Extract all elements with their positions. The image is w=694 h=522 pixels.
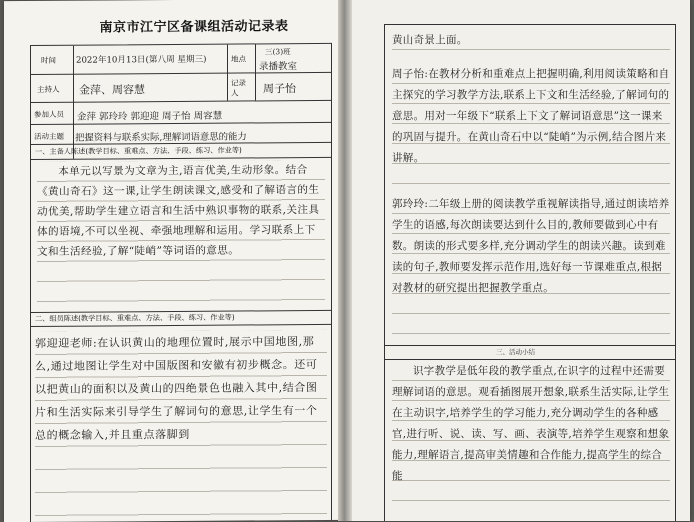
- row-divider: [31, 72, 331, 75]
- form-title: 南京市江宁区备课组活动记录表: [99, 19, 289, 36]
- comment-guo: 郭玲玲:二年级上册的阅读教学重视解读指导,通过朗读培养学生的语感,每次朗读要达到什么目的,教师要做到心中有数。朗读的形式要多样,充分调动学生的朗读兴趣。读到难读的句子,教师要发挥示范作用,选好每一节课难重点,根据对教材的研究提出把握教学重点。: [392, 194, 670, 342]
- row-divider: [385, 359, 675, 360]
- section1-header: 一、主备人陈述(教学目标、重难点、方法、手段、练习、作业等): [35, 145, 242, 156]
- left-page: [4, 0, 344, 522]
- recorder-label: 记录人: [231, 78, 246, 98]
- host-label: 主持人: [37, 84, 60, 94]
- book-spine: [338, 0, 352, 521]
- section2-text: 郭迎迎老师:在认识黄山的地理位置时,展示中国地图,那么,通过地图让学生对中国版图和安徽有初步概念。还可以把黄山的面积以及黄山的四绝景色也融入其中,结合图片和生活实际来引导学生了解词句的意思,让学生有一个总的概念输入,并且重点落脚到: [35, 330, 327, 522]
- col-divider: [227, 45, 228, 101]
- continuation-text: 黄山奇景上面。: [392, 30, 670, 50]
- comment-zhou: 周子怡:在教材分析和重难点上把握明确,利用阅读策略和自主探究的学习教学方法,联系上下文和生活经验,了解词句的意思。用对一年级下“联系上下文了解词语意思”这一课来的巩固与提升。在黄山奇石中以“陡峭”为示例,结合图片来讲解。: [392, 64, 670, 190]
- location-label: 地点: [231, 54, 246, 64]
- time-value: 2022年10月13日(第八周 星期三): [76, 54, 207, 66]
- row-divider: [31, 100, 331, 103]
- section1-text: 本单元以写景为文章为主,语言优美,生动形象。结合《黄山奇石》这一课,让学生朗读课文,感受和了解语言的生动优美,帮助学生建立语言和生活中熟识事物的联系,关注具体的语境,不可以坐视、牵强地理解和运用。学习联系上下文和生活经验,了解“陡峭”等词语的意思。: [37, 160, 325, 310]
- row-divider: [31, 122, 331, 125]
- recorder-value: 周子怡: [263, 82, 296, 96]
- topic-value: 把握资料与联系实际,理解词语意思的能力: [75, 131, 247, 144]
- summary-text: 识字教学是低年段的教学重点,在识字的过程中还需要理解词语的意思。观看插图展开想象,联系生活实际,让学生在主动识字,培养学生的学习能力,充分调动学生的各种感官,进行听、说、读、写、画、表演等,培养学生观察和想象能力,理解语言,提高审美情趣和合作能力,提高学生的综合能: [392, 361, 670, 517]
- time-label: 时间: [41, 55, 56, 65]
- participants-label: 参加人员: [34, 109, 64, 119]
- col-divider: [255, 44, 256, 100]
- section2-header: 二、组员陈述(教学目标、重难点、方法、手段、练习、作业等): [35, 312, 235, 323]
- host-value: 金萍、周容慧: [79, 83, 145, 97]
- row-divider: [31, 324, 331, 327]
- location-class: 三(3)班: [265, 47, 291, 57]
- location-room: 录播教室: [259, 61, 298, 73]
- right-page: [346, 0, 690, 521]
- col-divider: [73, 46, 74, 159]
- section3-header: 三、活动小结: [496, 348, 535, 356]
- record-table: [30, 43, 332, 522]
- topic-label: 活动主题: [34, 131, 64, 141]
- participants-value: 金萍 郭玲玲 郭迎迎 周子怡 周容慧: [77, 110, 223, 123]
- row-divider: [385, 345, 675, 346]
